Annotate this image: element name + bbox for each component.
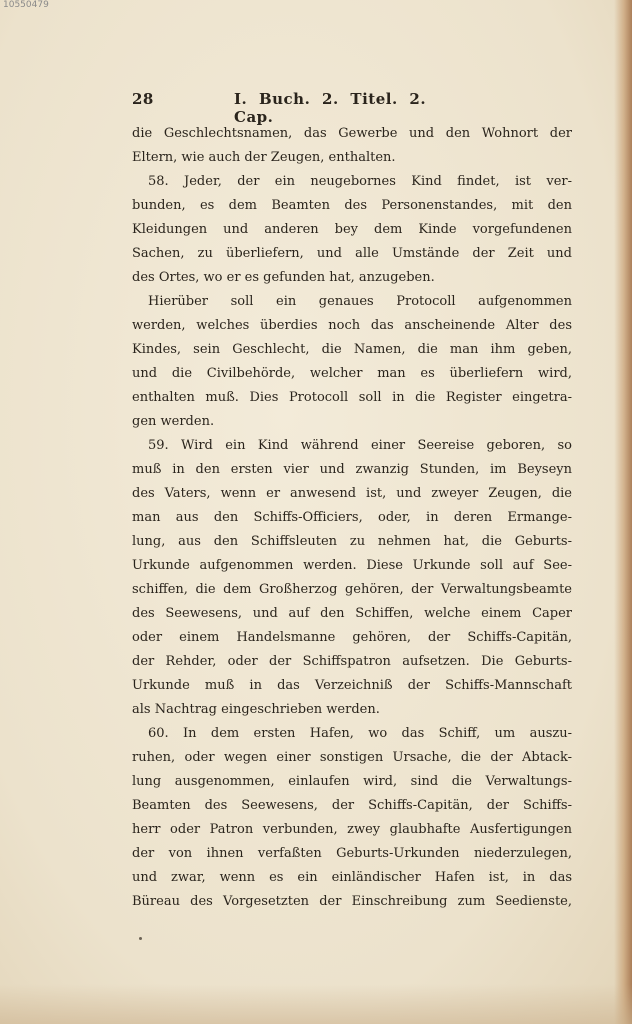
text-line: man aus den Schiffs-Officiers, oder, in deren Ermange- [132,510,572,525]
text-line: Urkunde muß in das Verzeichniß der Schiffs-Mannschaft [132,678,572,693]
running-header [132,90,470,126]
text-line: lung ausgenommen, einlaufen wird, sind die Verwaltungs- [132,774,572,789]
text-line: 58. Jeder, der ein neugebornes Kind findet, ist ver- [148,174,572,189]
page-number: 28 [132,90,154,108]
body-text [132,122,572,914]
text-line: die Geschlechtsnamen, das Gewerbe und den Wohnort der [132,126,572,141]
text-line: Urkunde aufgenommen werden. Diese Urkunde soll auf See- [132,558,572,573]
text-line: lung, aus den Schiffsleuten zu nehmen hat, die Geburts- [132,534,572,549]
text-line: der Rehder, oder der Schiffspatron aufsetzen. Die Geburts- [132,654,572,669]
text-line: und die Civilbehörde, welcher man es überliefern wird, [132,366,572,381]
text-line: und zwar, wenn es ein einländischer Hafen ist, in das [132,870,572,885]
catalog-stamp: 10550479 [3,0,49,10]
text-line: gen werden. [132,414,215,429]
text-line: des Vaters, wenn er anwesend ist, und zweyer Zeugen, die [132,486,572,501]
text-line: ruhen, oder wegen einer sonstigen Ursache, die der Abtack- [132,750,572,765]
text-line: enthalten muß. Dies Protocoll soll in die Register eingetra- [132,390,572,405]
text-line: muß in den ersten vier und zwanzig Stunden, im Beyseyn [132,462,572,477]
text-line: 60. In dem ersten Hafen, wo das Schiff, um auszu- [148,726,572,741]
running-title: I. Buch. 2. Titel. 2. Cap. [234,90,427,126]
text-line: werden, welches überdies noch das anscheinende Alter des [132,318,572,333]
text-line: schiffen, die dem Großherzog gehören, der Verwaltungsbeamte [132,582,572,597]
text-line: als Nachtrag eingeschrieben werden. [132,702,380,717]
text-line: Kindes, sein Geschlecht, die Namen, die man ihm geben, [132,342,572,357]
text-line: Beamten des Seewesens, der Schiffs-Capitän, der Schiffs- [132,798,572,813]
text-line: des Ortes, wo er es gefunden hat, anzugeben. [132,270,435,285]
text-line: der von ihnen verfaßten Geburts-Urkunden niederzulegen, [132,846,572,861]
text-line: Hierüber soll ein genaues Protocoll aufgenommen [148,294,572,309]
text-line: Eltern, wie auch der Zeugen, enthalten. [132,150,396,165]
text-line: bunden, es dem Beamten des Personenstandes, mit den [132,198,572,213]
text-line: 59. Wird ein Kind während einer Seereise geboren, so [148,438,572,453]
ink-speck [139,937,142,940]
text-line: des Seewesens, und auf den Schiffen, welche einem Caper [132,606,572,621]
text-line: oder einem Handelsmanne gehören, der Schiffs-Capitän, [132,630,572,645]
page-edge-shadow [614,0,632,1024]
page-bottom-shade [0,984,632,1024]
text-line: Kleidungen und anderen bey dem Kinde vorgefundenen [132,222,572,237]
text-line: herr oder Patron verbunden, zwey glaubhafte Ausfertigungen [132,822,572,837]
text-line: Sachen, zu überliefern, und alle Umstände der Zeit und [132,246,572,261]
text-line: Büreau des Vorgesetzten der Einschreibung zum Seedienste, [132,894,572,909]
